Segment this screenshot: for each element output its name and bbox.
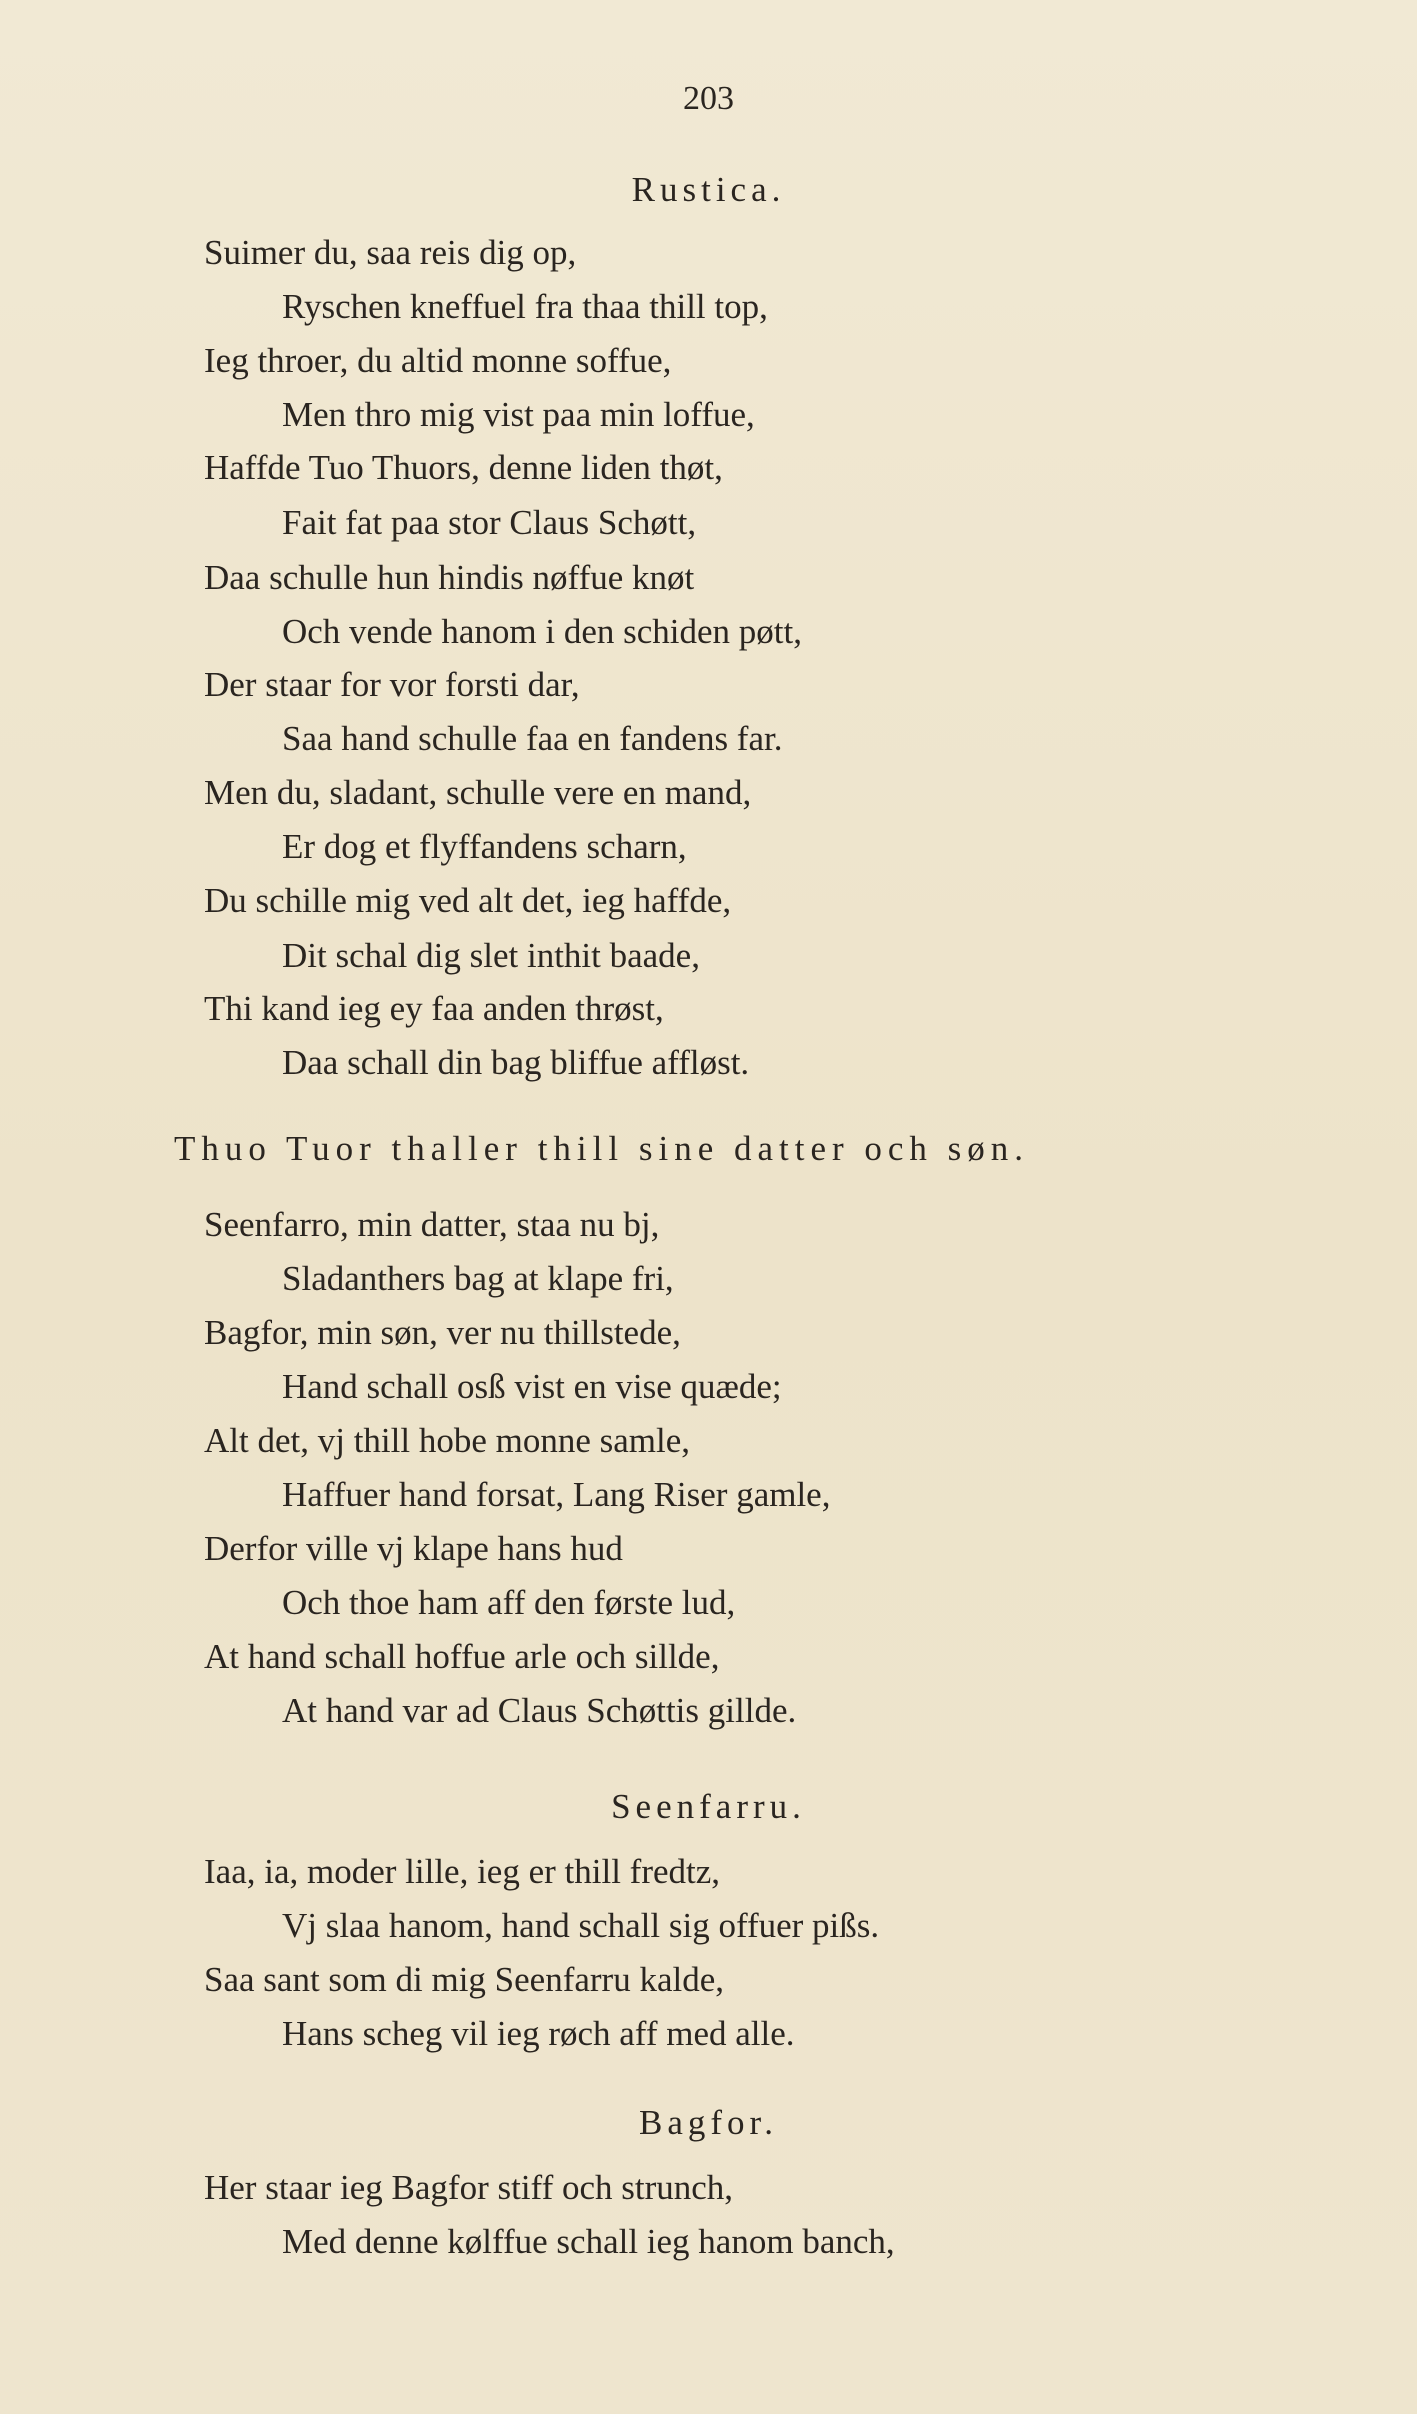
verse-line: At hand schall hoffue arle och sillde, bbox=[204, 1637, 720, 1676]
verse-line: Iaa, ia, moder lille, ieg er thill fredtz, bbox=[204, 1852, 721, 1891]
verse-line: Vj slaa hanom, hand schall sig offuer pißs. bbox=[282, 1906, 880, 1945]
verse-line: Sladanthers bag at klape fri, bbox=[282, 1259, 674, 1298]
verse-line: Och vende hanom i den schiden pøtt, bbox=[282, 612, 803, 651]
verse-line: Alt det, vj thill hobe monne samle, bbox=[204, 1421, 691, 1460]
verse-line: Med denne kølffue schall ieg hanom banch, bbox=[282, 2222, 895, 2261]
verse-line: Der staar for vor forsti dar, bbox=[204, 665, 580, 704]
verse-line: Saa sant som di mig Seenfarru kalde, bbox=[204, 1960, 725, 1999]
verse-line: Och thoe ham aff den første lud, bbox=[282, 1583, 736, 1622]
verse-line: Daa schulle hun hindis nøffue knøt bbox=[204, 558, 695, 597]
verse-line: Derfor ville vj klape hans hud bbox=[204, 1529, 623, 1568]
verse-line: Suimer du, saa reis dig op, bbox=[204, 233, 577, 272]
page-number: 203 bbox=[683, 80, 734, 117]
section-heading-thuo-tuor: Thuo Tuor thaller thill sine datter och søn. bbox=[174, 1129, 1030, 1168]
verse-line: Bagfor, min søn, ver nu thillstede, bbox=[204, 1313, 681, 1352]
verse-line: Saa hand schulle faa en fandens far. bbox=[282, 719, 783, 758]
verse-line: Seenfarro, min datter, staa nu bj, bbox=[204, 1205, 660, 1244]
verse-line: Hans scheg vil ieg røch aff med alle. bbox=[282, 2014, 795, 2053]
verse-line: Dit schal dig slet inthit baade, bbox=[282, 936, 700, 975]
verse-line: Daa schall din bag bliffue affløst. bbox=[282, 1043, 750, 1082]
verse-line: Haffuer hand forsat, Lang Riser gamle, bbox=[282, 1475, 831, 1514]
verse-line: Haffde Tuo Thuors, denne liden thøt, bbox=[204, 448, 723, 487]
verse-line: Du schille mig ved alt det, ieg haffde, bbox=[204, 881, 732, 920]
verse-line: Ieg throer, du altid monne soffue, bbox=[204, 341, 672, 380]
verse-line: Ryschen kneffuel fra thaa thill top, bbox=[282, 287, 768, 326]
verse-line: Fait fat paa stor Claus Schøtt, bbox=[282, 503, 697, 542]
section-heading-rustica: Rustica. bbox=[631, 170, 786, 209]
verse-line: At hand var ad Claus Schøttis gillde. bbox=[282, 1691, 797, 1730]
verse-line: Hand schall osß vist en vise quæde; bbox=[282, 1367, 782, 1406]
section-heading-seenfarru: Seenfarru. bbox=[611, 1787, 806, 1826]
verse-line: Her staar ieg Bagfor stiff och strunch, bbox=[204, 2168, 734, 2207]
verse-line: Er dog et flyffandens scharn, bbox=[282, 827, 687, 866]
verse-line: Men du, sladant, schulle vere en mand, bbox=[204, 773, 752, 812]
verse-line: Men thro mig vist paa min loffue, bbox=[282, 395, 755, 434]
verse-line: Thi kand ieg ey faa anden thrøst, bbox=[204, 989, 664, 1028]
section-heading-bagfor: Bagfor. bbox=[638, 2103, 778, 2142]
